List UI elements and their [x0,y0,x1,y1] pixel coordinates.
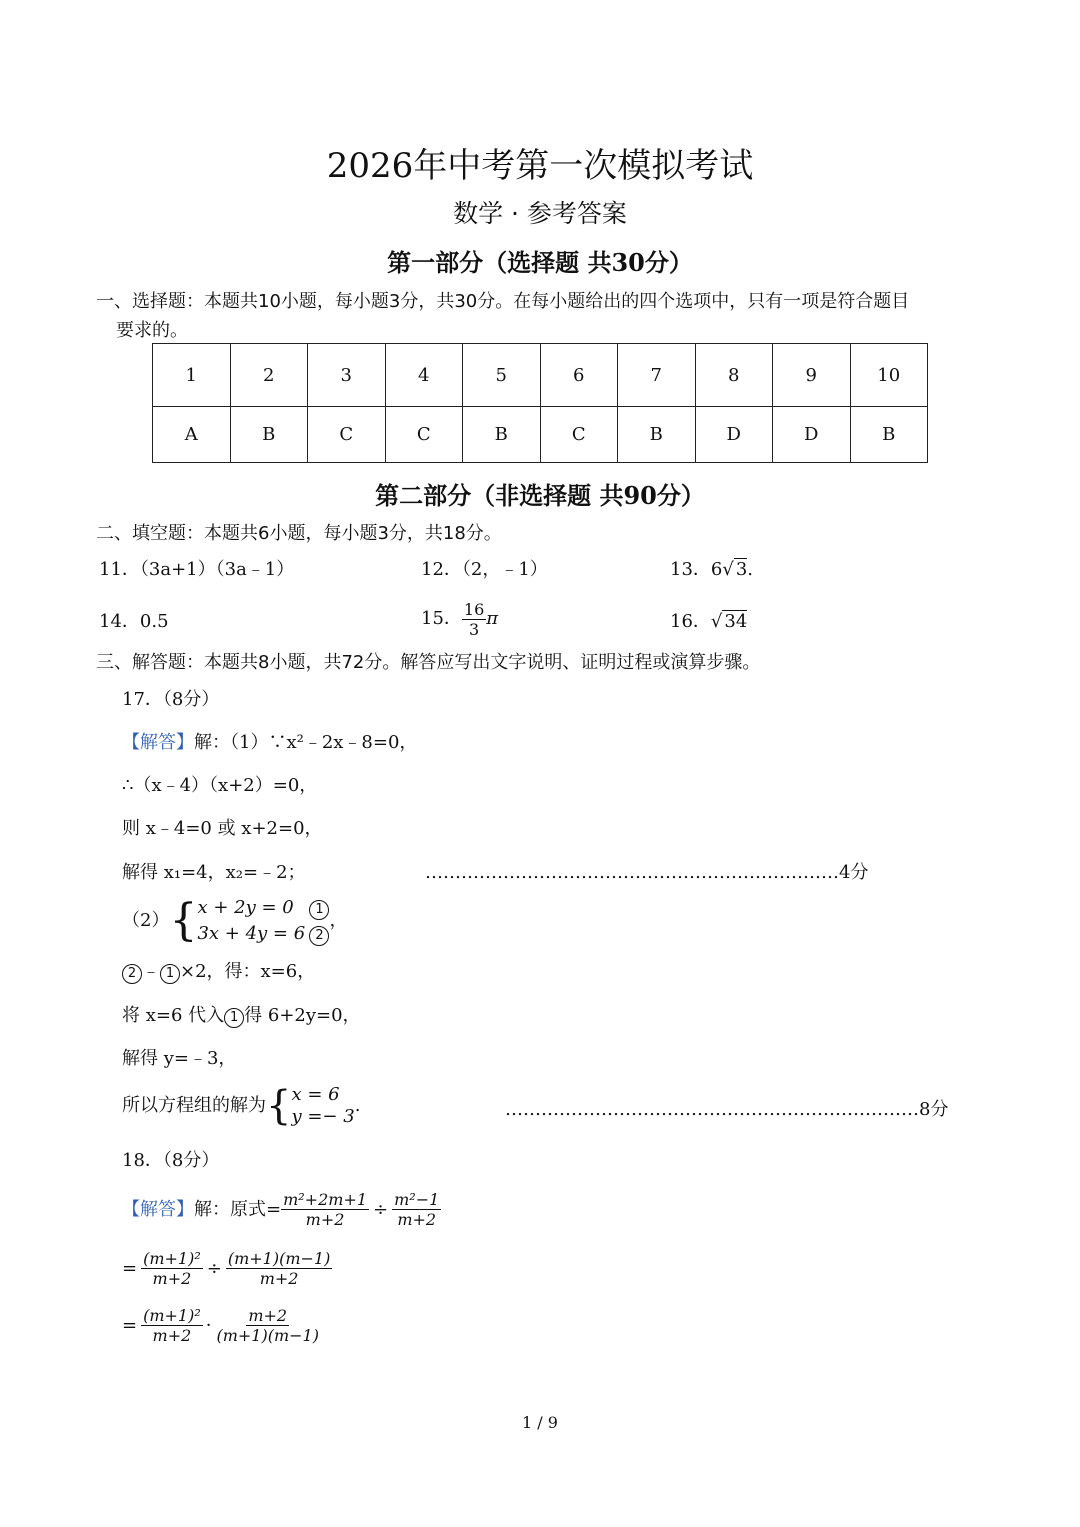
table-cell: 1 [153,344,231,407]
q18-label: 18．（8分） [122,1150,220,1171]
table-cell: 4 [385,344,463,407]
table-cell: C [385,407,463,463]
answer-15: 15． $\frac{16}{3}$ π [421,599,499,639]
q17-line-3: 则 x﹣4=0 或 x+2=0， [122,818,323,839]
q17-line-6: 2 ﹣ 1 ×2，得：x=6， [122,960,315,984]
table-cell: D [695,407,773,463]
answer-13: 13．6√ 3. [670,559,754,580]
page-subtitle: 数学 · 参考答案 [453,199,627,228]
table-cell: C [540,407,618,463]
table-cell: B [618,407,696,463]
answer-table [152,343,928,463]
page-title: 2026年中考第一次模拟考试 [326,146,754,186]
table-cell: 10 [850,344,928,407]
answer-14: 14．0.5 [99,611,169,632]
q18-line-3: = $\frac{\text{(m+1)²}}{m+2}$ · $\frac{m+2}{(m+1)(m-1)}$ [122,1306,319,1345]
answer-11: 11．（3a+1）（3a﹣1） [99,559,295,580]
page-number: 1 / 9 [522,1413,558,1432]
table-cell: C [308,407,386,463]
table-cell: 8 [695,344,773,407]
answer-12: 12．（2，﹣1） [421,559,548,580]
q18-line-1: 【解答】 解：原式= $\frac{\text{m²+2m+1}}{m+2}$ ÷ $\frac{\text{m²−1}}{m+2}$ [122,1190,440,1229]
fill-section-heading: 二、填空题：本题共6小题，每小题3分，共18分。 [96,523,502,544]
q17-line-4: 解得 x₁=4，x₂=﹣2； [122,862,306,883]
score-dots-4: ……………………………………………………………4分 [425,862,869,883]
solve-section-heading: 三、解答题：本题共8小题，共72分。解答应写出文字说明、证明过程或演算步骤。 [96,652,761,673]
table-cell: D [773,407,851,463]
q17-system: （2） { x + 2y = 0 1 3x + 4y = 6 2 ， [122,895,348,946]
table-cell: 5 [463,344,541,407]
table-cell: B [230,407,308,463]
table-row [153,407,928,463]
q17-line-9: 所以方程组的解为 { x = 6 y =− 3 . [122,1083,361,1129]
solution-tag: 【解答】 [122,732,194,753]
part1-heading: 第一部分（选择题 共30分） [387,248,693,277]
table-row [153,344,928,407]
q17-line-1: 【解答】解：（1）∵x²﹣2x﹣8=0， [122,732,418,753]
table-cell: 3 [308,344,386,407]
table-cell: 6 [540,344,618,407]
q17-line-7: 将 x=6 代入 1 得 6+2y=0， [122,1005,361,1026]
q17-label: 17．（8分） [122,689,220,710]
table-cell: A [153,407,231,463]
left-brace: { [266,1083,292,1129]
table-cell: B [463,407,541,463]
answer-16: 16．√ 34 [670,611,748,632]
solution-tag: 【解答】 [122,1198,194,1220]
table-cell: B [850,407,928,463]
score-dots-8: ……………………………………………………………8分 [505,1099,949,1120]
part2-heading: 第二部分（非选择题 共90分） [375,481,705,510]
table-cell: 9 [773,344,851,407]
choice-section-heading: 一、选择题：本题共10小题，每小题3分，共30分。在每小题给出的四个选项中，只有一项是符合题目 要求的。 [96,291,910,341]
q17-line-8: 解得 y=﹣3， [122,1048,237,1069]
left-brace: { [169,895,198,946]
q18-line-2: = $\frac{\text{(m+1)²}}{m+2}$ ÷ $\frac{(m+1)(m-1)}{m+2}$ [122,1249,331,1288]
q17-line-2: ∴（x﹣4）（x+2）=0， [122,775,318,796]
table-cell: 2 [230,344,308,407]
table-cell: 7 [618,344,696,407]
